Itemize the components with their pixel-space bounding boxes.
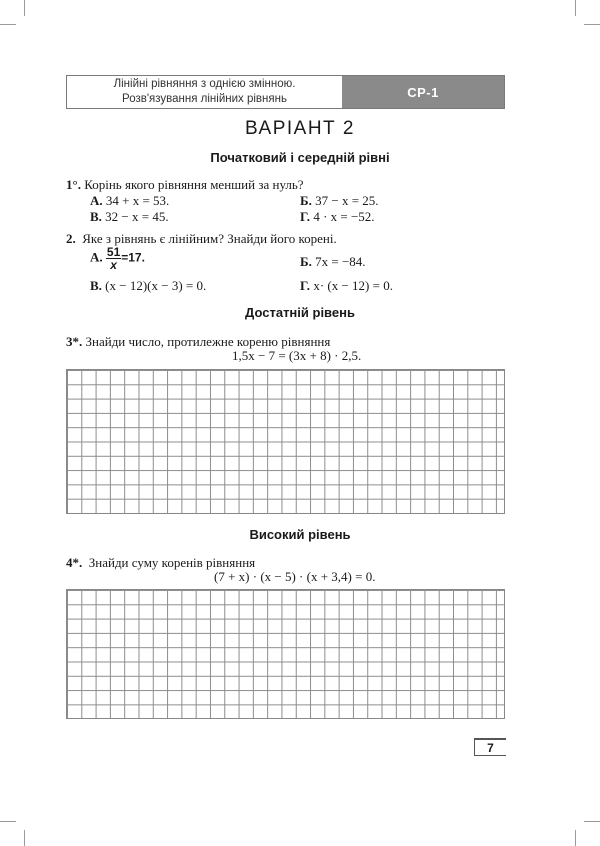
section-sufficient-heading: Достатній рівень — [245, 305, 355, 320]
crop-mark — [24, 0, 25, 16]
q2-option-g: Г. x· (x − 12) = 0. — [300, 278, 393, 293]
question-1 — [66, 177, 304, 193]
q1-option-v: В. 32 − x = 45. — [90, 209, 169, 224]
question-2-number: 2. — [66, 231, 76, 246]
crop-mark — [584, 821, 600, 822]
fraction: $\frac{51}{x}$ — [106, 245, 121, 272]
question-3-text: Знайди число, протилежне кореню рівняння — [85, 334, 331, 349]
section-basic-heading: Початковий і середній рівні — [210, 150, 390, 165]
crop-mark — [24, 830, 25, 846]
section-high-heading: Високий рівень — [249, 527, 351, 542]
crop-mark — [0, 24, 16, 25]
crop-mark — [575, 0, 576, 16]
q1-option-a: А. 34 + x = 53. — [90, 193, 170, 208]
crop-mark — [575, 830, 576, 846]
page-number: 7 — [474, 738, 506, 756]
q2-option-a: А. $\frac{51}{x}$ =17. — [90, 245, 145, 272]
topic-line-2: Розв'язування лінійних рівнянь — [122, 93, 287, 105]
question-4-text: Знайди суму коренів рівняння — [88, 555, 256, 570]
question-2-text: Яке з рівнянь є лінійним? Знайди його корені. — [82, 231, 337, 246]
q2-option-b: Б. 7x = −84. — [300, 254, 366, 269]
question-1-text: Корінь якого рівняння менший за нуль? — [84, 177, 304, 192]
question-4-equation: (7 + x) · (x − 5) · (x + 3,4) = 0. — [214, 569, 376, 584]
question-1-number: 1°. — [66, 177, 81, 192]
q2-option-v: В. (x − 12)(x − 3) = 0. — [90, 278, 207, 293]
question-3-equation: 1,5x − 7 = (3x + 8) · 2,5. — [232, 348, 362, 363]
topic-header — [66, 75, 505, 109]
answer-grid-q4[interactable] — [66, 589, 505, 719]
crop-mark — [584, 24, 600, 25]
question-3-number: 3*. — [66, 334, 83, 349]
q1-option-g: Г. 4 · x = −52. — [300, 209, 375, 224]
work-code: СР-1 — [342, 76, 504, 108]
topic-title — [67, 76, 342, 108]
question-4-number: 4*. — [66, 555, 83, 570]
q1-option-b: Б. 37 − x = 25. — [300, 193, 379, 208]
variant-title: ВАРІАНТ 2 — [244, 118, 355, 139]
answer-grid-q3[interactable] — [66, 369, 505, 514]
topic-line-1: Лінійні рівняння з однією змінною. — [113, 78, 296, 90]
crop-mark — [0, 821, 16, 822]
